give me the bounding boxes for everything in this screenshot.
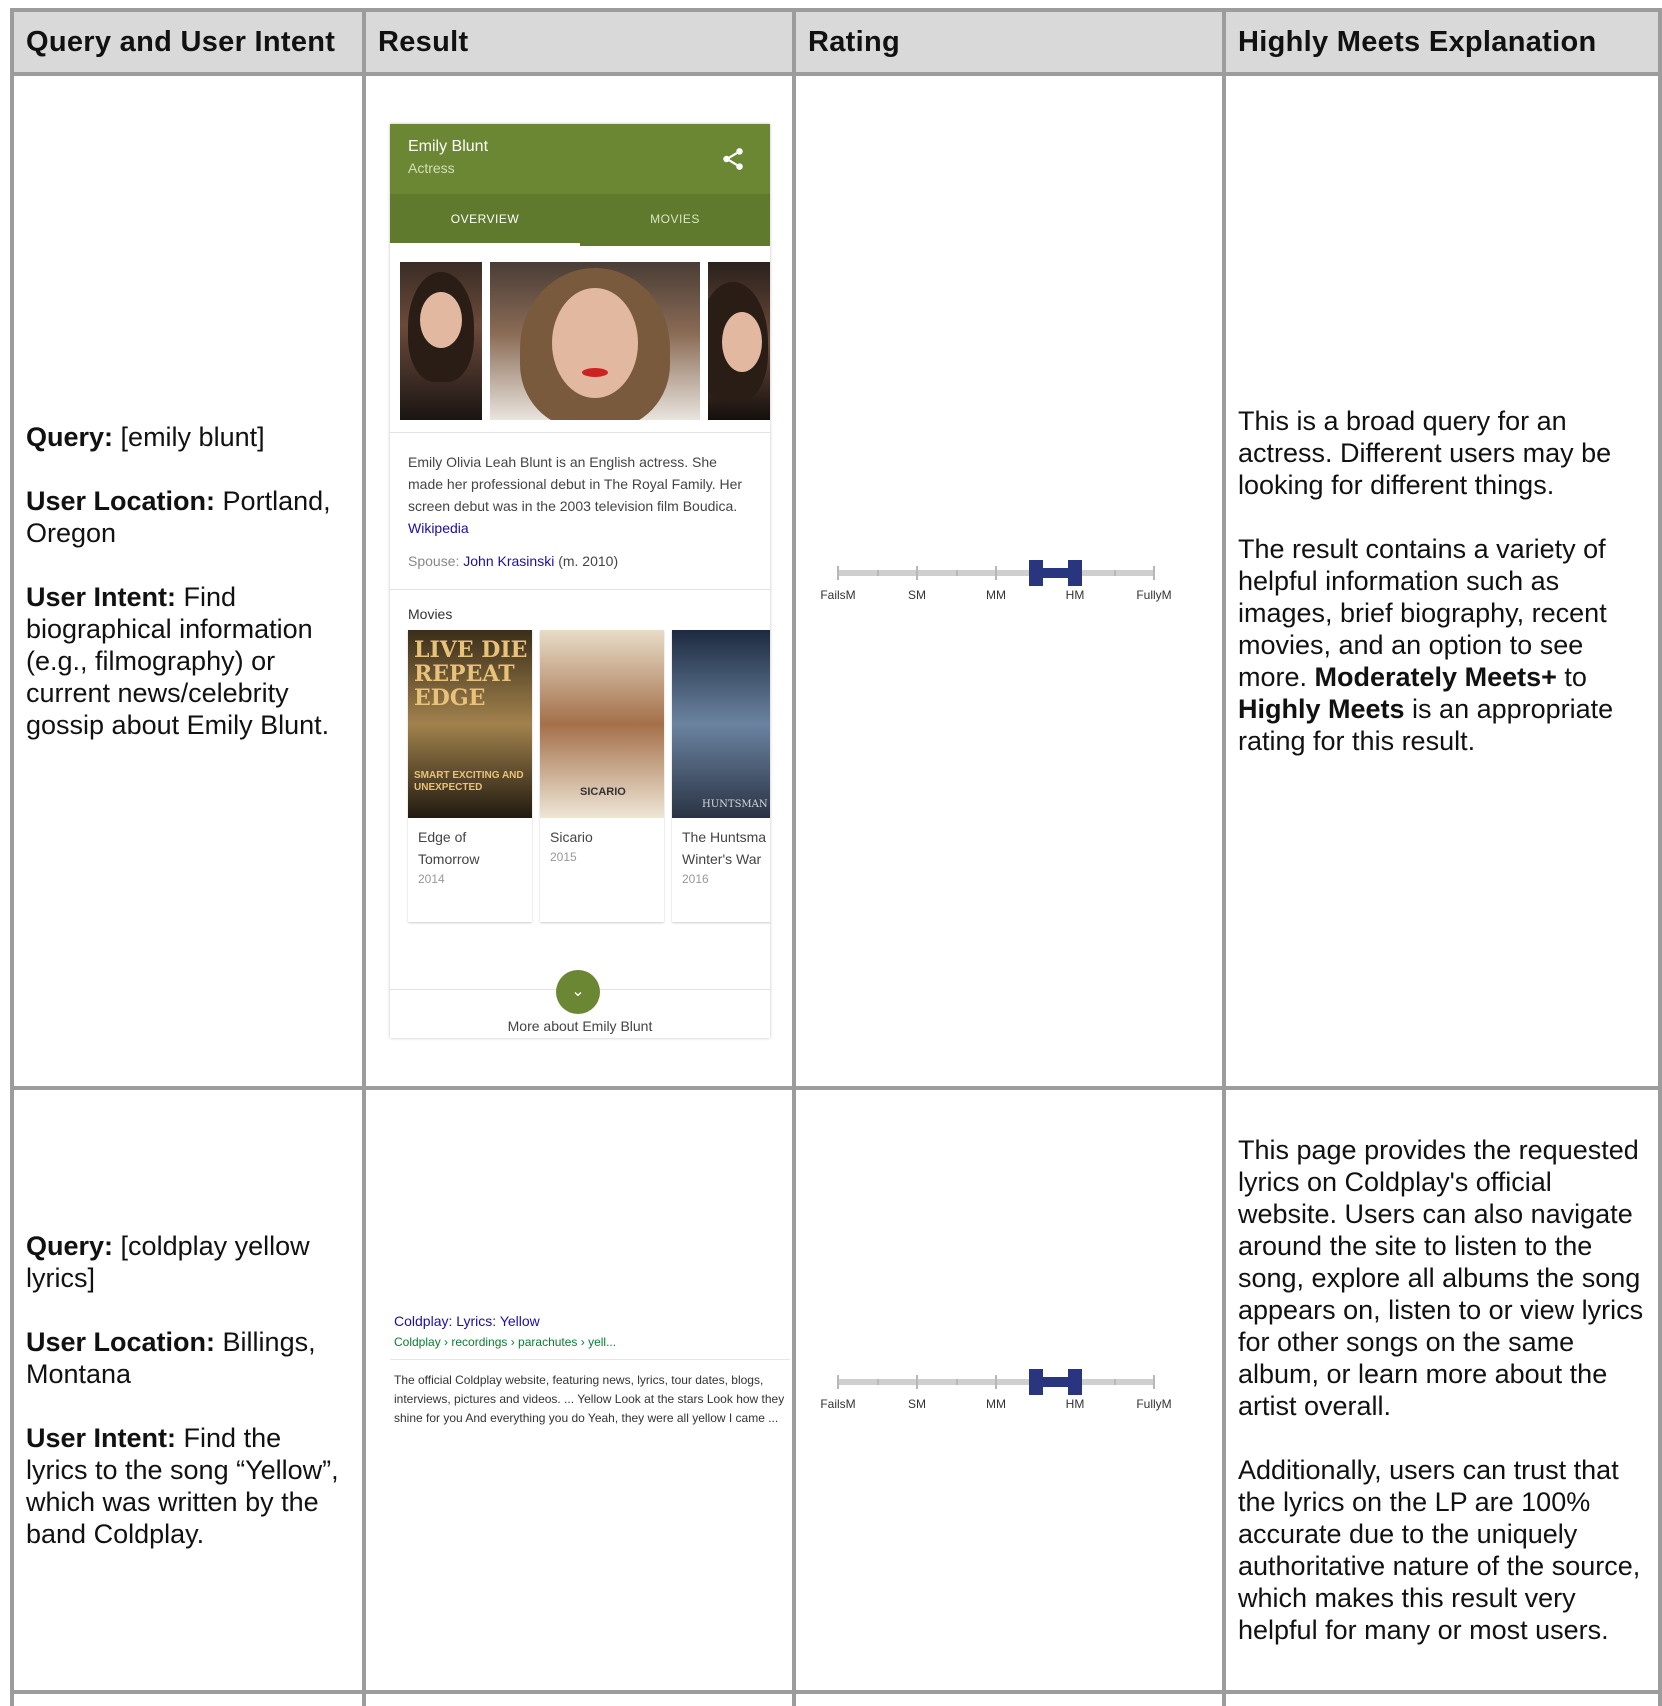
share-icon[interactable] — [720, 146, 746, 172]
movie-year: 2015 — [550, 850, 577, 864]
intent-line: User Intent: Find biographical information (e.g., filmography) or current news/celebrity gossip about Emily Blunt. — [26, 582, 330, 740]
header-row — [12, 10, 1660, 74]
card-spouse: Spouse: John Krasinski (m. 2010) — [408, 553, 619, 569]
movie-year: 2014 — [418, 872, 445, 886]
movie-poster: SICARIO — [540, 630, 664, 818]
card-name: Emily Blunt — [408, 138, 489, 155]
location-line: User Location: Billings, Montana — [26, 1327, 316, 1389]
tab-overview[interactable]: OVERVIEW — [450, 212, 520, 226]
rating-label: HM — [1065, 1397, 1085, 1411]
rating-cell — [794, 74, 1224, 1088]
rating-minor-tick — [1114, 570, 1116, 576]
result-cell — [364, 74, 794, 1088]
result-url: Coldplay › recordings › parachutes › yell... — [394, 1335, 617, 1349]
rating-slider — [822, 546, 1192, 616]
rating-minor-tick — [877, 1379, 879, 1385]
explanation-paragraph: This page provides the requested lyrics on Coldplay's official website. Users can also navigate around the site to listen to the song, explore all albums the song appears on, listen to or view lyrics for other songs on the same album, or learn more about the artist overall. — [1238, 1135, 1644, 1421]
rating-tick — [916, 1375, 918, 1389]
movie-title: Sicario — [550, 829, 593, 845]
card-role: Actress — [408, 160, 455, 176]
header-query: Query and User Intent — [12, 10, 364, 74]
card-bio: Emily Olivia Leah Blunt is an English actress. She made her professional debut in The Royal Family. Her screen debut was in the 2003 television film Boudica. Wikipedia — [408, 454, 743, 536]
chevron-down-icon[interactable]: ⌄ — [556, 970, 600, 1014]
rating-label: HM — [1065, 588, 1085, 602]
more-about-link[interactable]: More about Emily Blunt — [507, 1018, 653, 1034]
header-rating: Rating — [794, 10, 1224, 74]
rating-minor-tick — [956, 570, 958, 576]
movie-poster: HUNTSMAN — [672, 630, 770, 818]
next-row-stub — [12, 1692, 1660, 1706]
rating-examples-table — [10, 8, 1662, 1706]
explanation-cell — [1224, 1088, 1660, 1692]
rating-tick — [995, 566, 997, 580]
query-cell — [12, 1088, 364, 1692]
rating-minor-tick — [1114, 1379, 1116, 1385]
movie-card[interactable] — [672, 630, 770, 922]
rating-tick — [1153, 566, 1155, 580]
actress-photo-1[interactable] — [400, 262, 482, 420]
rating-tick — [916, 566, 918, 580]
rating-tick — [837, 1375, 839, 1389]
rating-handle-high[interactable] — [1068, 1369, 1082, 1395]
movie-title: Edge of Tomorrow — [418, 829, 480, 867]
rating-tick — [837, 566, 839, 580]
explanation-paragraph: This is a broad query for an actress. Different users may be looking for different things. — [1238, 406, 1612, 500]
movie-card[interactable] — [408, 630, 532, 922]
tab-movies[interactable]: MOVIES — [650, 212, 700, 226]
rating-label: FullyM — [1136, 1397, 1172, 1411]
actress-photo-3[interactable] — [708, 262, 770, 420]
rating-tick — [995, 1375, 997, 1389]
movies-heading: Movies — [408, 606, 453, 622]
query-line: Query: [coldplay yellow lyrics] — [26, 1231, 310, 1293]
rating-label: MM — [986, 1397, 1006, 1411]
rating-minor-tick — [877, 570, 879, 576]
rating-handle-high[interactable] — [1068, 560, 1082, 586]
card-header — [390, 124, 770, 194]
search-result-snippet — [390, 1305, 790, 1475]
explanation-paragraph: Additionally, users can trust that the lyrics on the LP are 100% accurate due to the uniquely authoritative nature of the source, which makes this result very helpful for many or most users. — [1238, 1455, 1641, 1645]
rating-label: FullyM — [1136, 588, 1172, 602]
more-about-section — [390, 983, 770, 1038]
rating-label: SM — [908, 588, 926, 602]
movie-year: 2016 — [682, 872, 709, 886]
rating-label: MM — [986, 588, 1006, 602]
movie-title: The Huntsma Winter's War — [682, 829, 767, 867]
rating-handle-low[interactable] — [1029, 1369, 1043, 1395]
rating-slider — [822, 1355, 1192, 1425]
query-cell — [12, 74, 364, 1088]
header-explanation: Highly Meets Explanation — [1224, 10, 1660, 74]
intent-line: User Intent: Find the lyrics to the song “Yellow”, which was written by the band Coldplay. — [26, 1423, 339, 1549]
result-description: The official Coldplay website, featuring news, lyrics, tour dates, blogs, interviews, pictures and videos. ... Yellow Look at the stars Look how they shine for you And everything you do Yeah, they were all yellow I came ... — [394, 1373, 785, 1425]
knowledge-card — [390, 124, 770, 1038]
movie-poster: LIVE DIE REPEAT EDGE SMART EXCITING AND UNEXPECTED — [408, 630, 532, 818]
example-row-2 — [12, 1088, 1660, 1692]
header-result: Result — [364, 10, 794, 74]
movies-carousel — [390, 630, 770, 930]
rating-label: SM — [908, 1397, 926, 1411]
location-line: User Location: Portland, Oregon — [26, 486, 331, 548]
rating-tick — [1153, 1375, 1155, 1389]
rating-minor-tick — [956, 1379, 958, 1385]
rating-cell — [794, 1088, 1224, 1692]
card-tabs — [390, 194, 770, 246]
movie-card[interactable] — [540, 630, 664, 922]
image-strip — [390, 262, 770, 432]
spouse-link[interactable]: John Krasinski — [463, 553, 555, 569]
explanation-cell — [1224, 74, 1660, 1088]
result-title-link[interactable]: Coldplay: Lyrics: Yellow — [394, 1313, 540, 1329]
example-row-1 — [12, 74, 1660, 1088]
result-cell — [364, 1088, 794, 1692]
rating-label: FailsM — [820, 588, 856, 602]
tab-underline — [390, 243, 580, 246]
query-line: Query: [emily blunt] — [26, 422, 265, 452]
wikipedia-link[interactable]: Wikipedia — [408, 520, 469, 536]
actress-photo-2[interactable] — [490, 262, 700, 420]
rating-label: FailsM — [820, 1397, 856, 1411]
rating-handle-low[interactable] — [1029, 560, 1043, 586]
explanation-paragraph: The result contains a variety of helpful information such as images, brief biography, recent movies, and an option to see more. Moderately Meets+ to Highly Meets is an appropriate rating for this result. — [1238, 534, 1614, 756]
